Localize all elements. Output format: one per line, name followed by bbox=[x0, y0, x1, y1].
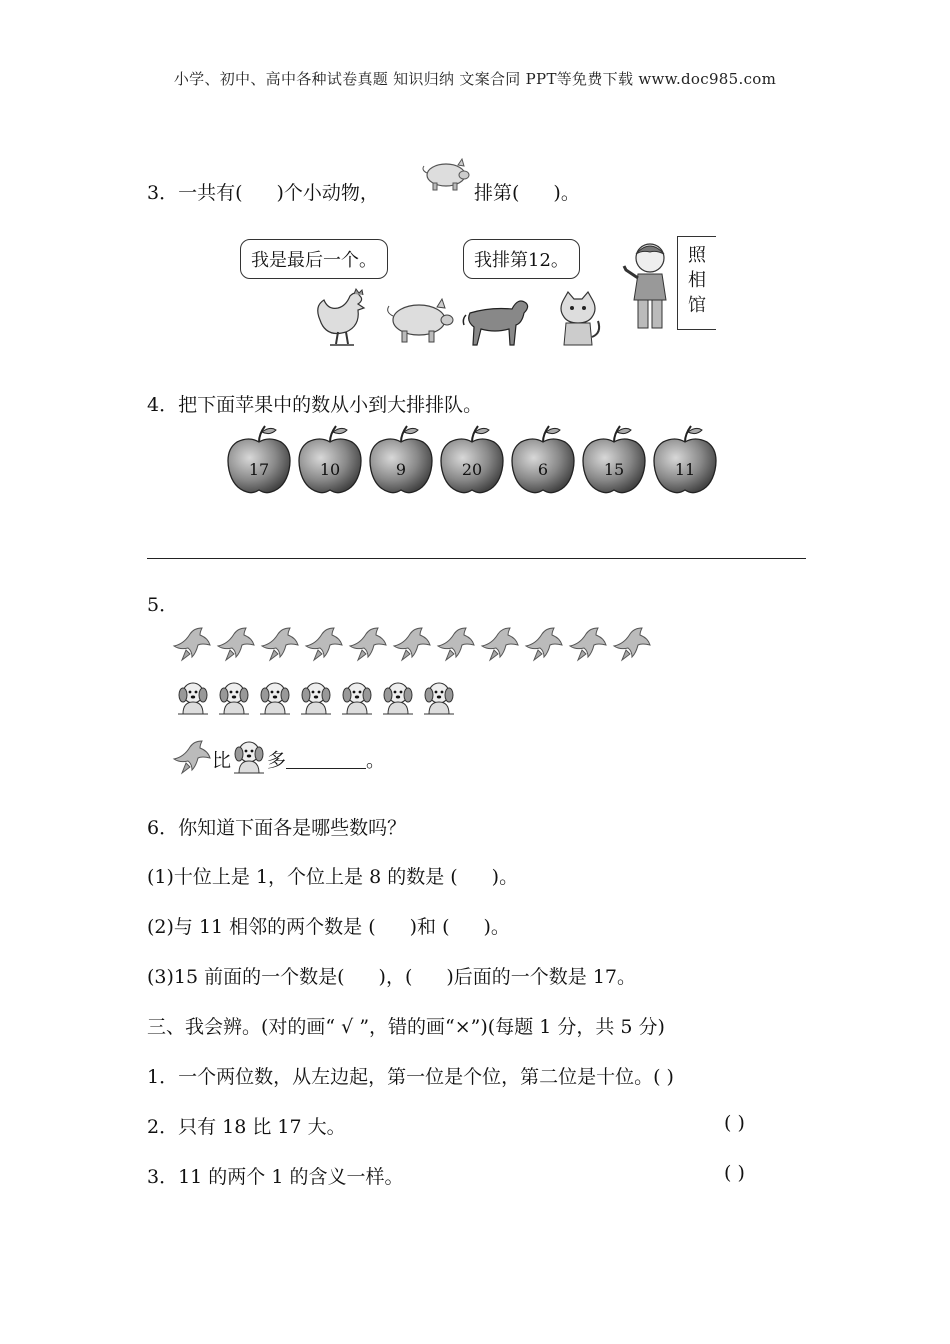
puppy-icon bbox=[421, 680, 457, 716]
q6-item-2 bbox=[147, 912, 510, 939]
apple-number: 10 bbox=[319, 460, 341, 479]
q6-l2a: (2)与 11 相邻的两个数是 ( bbox=[147, 916, 376, 938]
apple-number: 11 bbox=[674, 460, 696, 479]
dolphin-icon bbox=[480, 622, 520, 666]
dolphin-icon bbox=[392, 622, 432, 666]
puppy-icon bbox=[231, 739, 267, 775]
apple-icon bbox=[510, 424, 576, 494]
studio-char: 馆 bbox=[688, 295, 706, 316]
q5-label: 5． bbox=[147, 594, 179, 616]
apple-number: 6 bbox=[537, 460, 549, 479]
pig-icon bbox=[385, 296, 457, 346]
q6-item-3 bbox=[147, 962, 636, 989]
q3-line bbox=[147, 178, 379, 205]
speech-bubble-12th: 我排第12。 bbox=[463, 239, 580, 279]
compare-end: 。 bbox=[366, 749, 386, 772]
q5-compare bbox=[172, 735, 385, 783]
q3-after-pig: 排第( bbox=[474, 182, 520, 204]
page-header: 小学、初中、高中各种试卷真题 知识归纳 文案合同 PPT等免费下载 www.doc985.com bbox=[173, 70, 777, 88]
photo-studio-sign bbox=[677, 236, 716, 330]
apple-icon bbox=[368, 424, 434, 494]
puppy-icon bbox=[175, 680, 211, 716]
apple-icon bbox=[439, 424, 505, 494]
q6-l3b: )，( bbox=[378, 966, 413, 988]
puppy-icon bbox=[380, 680, 416, 716]
dolphin-icon bbox=[524, 622, 564, 666]
q6-l3a: (3)15 前面的一个数是( bbox=[147, 966, 345, 988]
compare-bi: 比 bbox=[212, 749, 232, 772]
q3-prefix: 3．一共有( bbox=[147, 182, 243, 204]
q4-text: 4．把下面苹果中的数从小到大排排队。 bbox=[147, 394, 483, 416]
judge-paren-2[interactable]: ( ) bbox=[724, 1112, 745, 1134]
apple-number: 17 bbox=[248, 460, 270, 479]
dolphin-icon bbox=[216, 622, 256, 666]
dolphin-icon bbox=[172, 735, 212, 779]
rooster-icon bbox=[310, 288, 375, 348]
apple-number: 20 bbox=[461, 460, 483, 479]
studio-char: 照 bbox=[688, 245, 706, 266]
puppy-icon bbox=[298, 680, 334, 716]
studio-char: 相 bbox=[688, 270, 706, 291]
puppy-icon bbox=[339, 680, 375, 716]
q6-item-1 bbox=[147, 862, 518, 889]
q3-middle: )个小动物， bbox=[276, 182, 379, 204]
puppy-icon bbox=[257, 680, 293, 716]
dolphin-icon bbox=[612, 622, 652, 666]
apple-number: 9 bbox=[395, 460, 407, 479]
compare-duo: 多 bbox=[267, 749, 287, 772]
puppy-row bbox=[175, 680, 462, 720]
puppy-icon bbox=[216, 680, 252, 716]
q6-l2c: )。 bbox=[483, 916, 510, 938]
q3-line-2 bbox=[474, 178, 580, 205]
apple-number: 15 bbox=[603, 460, 625, 479]
cat-icon bbox=[548, 291, 606, 349]
q6-l1a: (1)十位上是 1，个位上是 8 的数是 ( bbox=[147, 866, 458, 888]
q6-title: 6．你知道下面各是哪些数吗？ bbox=[147, 817, 407, 839]
dolphin-icon bbox=[304, 622, 344, 666]
q6-l3c: )后面的一个数是 17。 bbox=[446, 966, 637, 988]
section3-title: 三、我会辨。(对的画“ √ ”，错的画“×”)(每题 1 分，共 5 分) bbox=[147, 1016, 665, 1038]
dolphin-row bbox=[172, 622, 656, 670]
judge-item-2: 2．只有 18 比 17 大。 bbox=[147, 1116, 346, 1138]
q6-l1b: )。 bbox=[491, 866, 519, 888]
judge-item-1: 1．一个两位数，从左边起，第一位是个位，第二位是十位。( ) bbox=[147, 1066, 674, 1088]
apple-row bbox=[226, 424, 718, 498]
pig-icon bbox=[420, 156, 472, 192]
dolphin-icon bbox=[436, 622, 476, 666]
dolphin-icon bbox=[348, 622, 388, 666]
dolphin-icon bbox=[260, 622, 300, 666]
apple-icon bbox=[226, 424, 292, 494]
apple-icon bbox=[297, 424, 363, 494]
boy-icon bbox=[620, 240, 674, 336]
dog-icon bbox=[462, 291, 532, 347]
dolphin-icon bbox=[172, 622, 212, 666]
judge-paren-3[interactable]: ( ) bbox=[724, 1162, 745, 1184]
apple-icon bbox=[581, 424, 647, 494]
q6-l2b: )和 ( bbox=[409, 916, 450, 938]
q3-suffix: )。 bbox=[553, 182, 580, 204]
answer-line bbox=[147, 558, 806, 559]
speech-bubble-last: 我是最后一个。 bbox=[240, 239, 388, 279]
answer-blank[interactable] bbox=[286, 750, 366, 769]
judge-item-3: 3．11 的两个 1 的含义一样。 bbox=[147, 1166, 404, 1188]
apple-icon bbox=[652, 424, 718, 494]
dolphin-icon bbox=[568, 622, 608, 666]
